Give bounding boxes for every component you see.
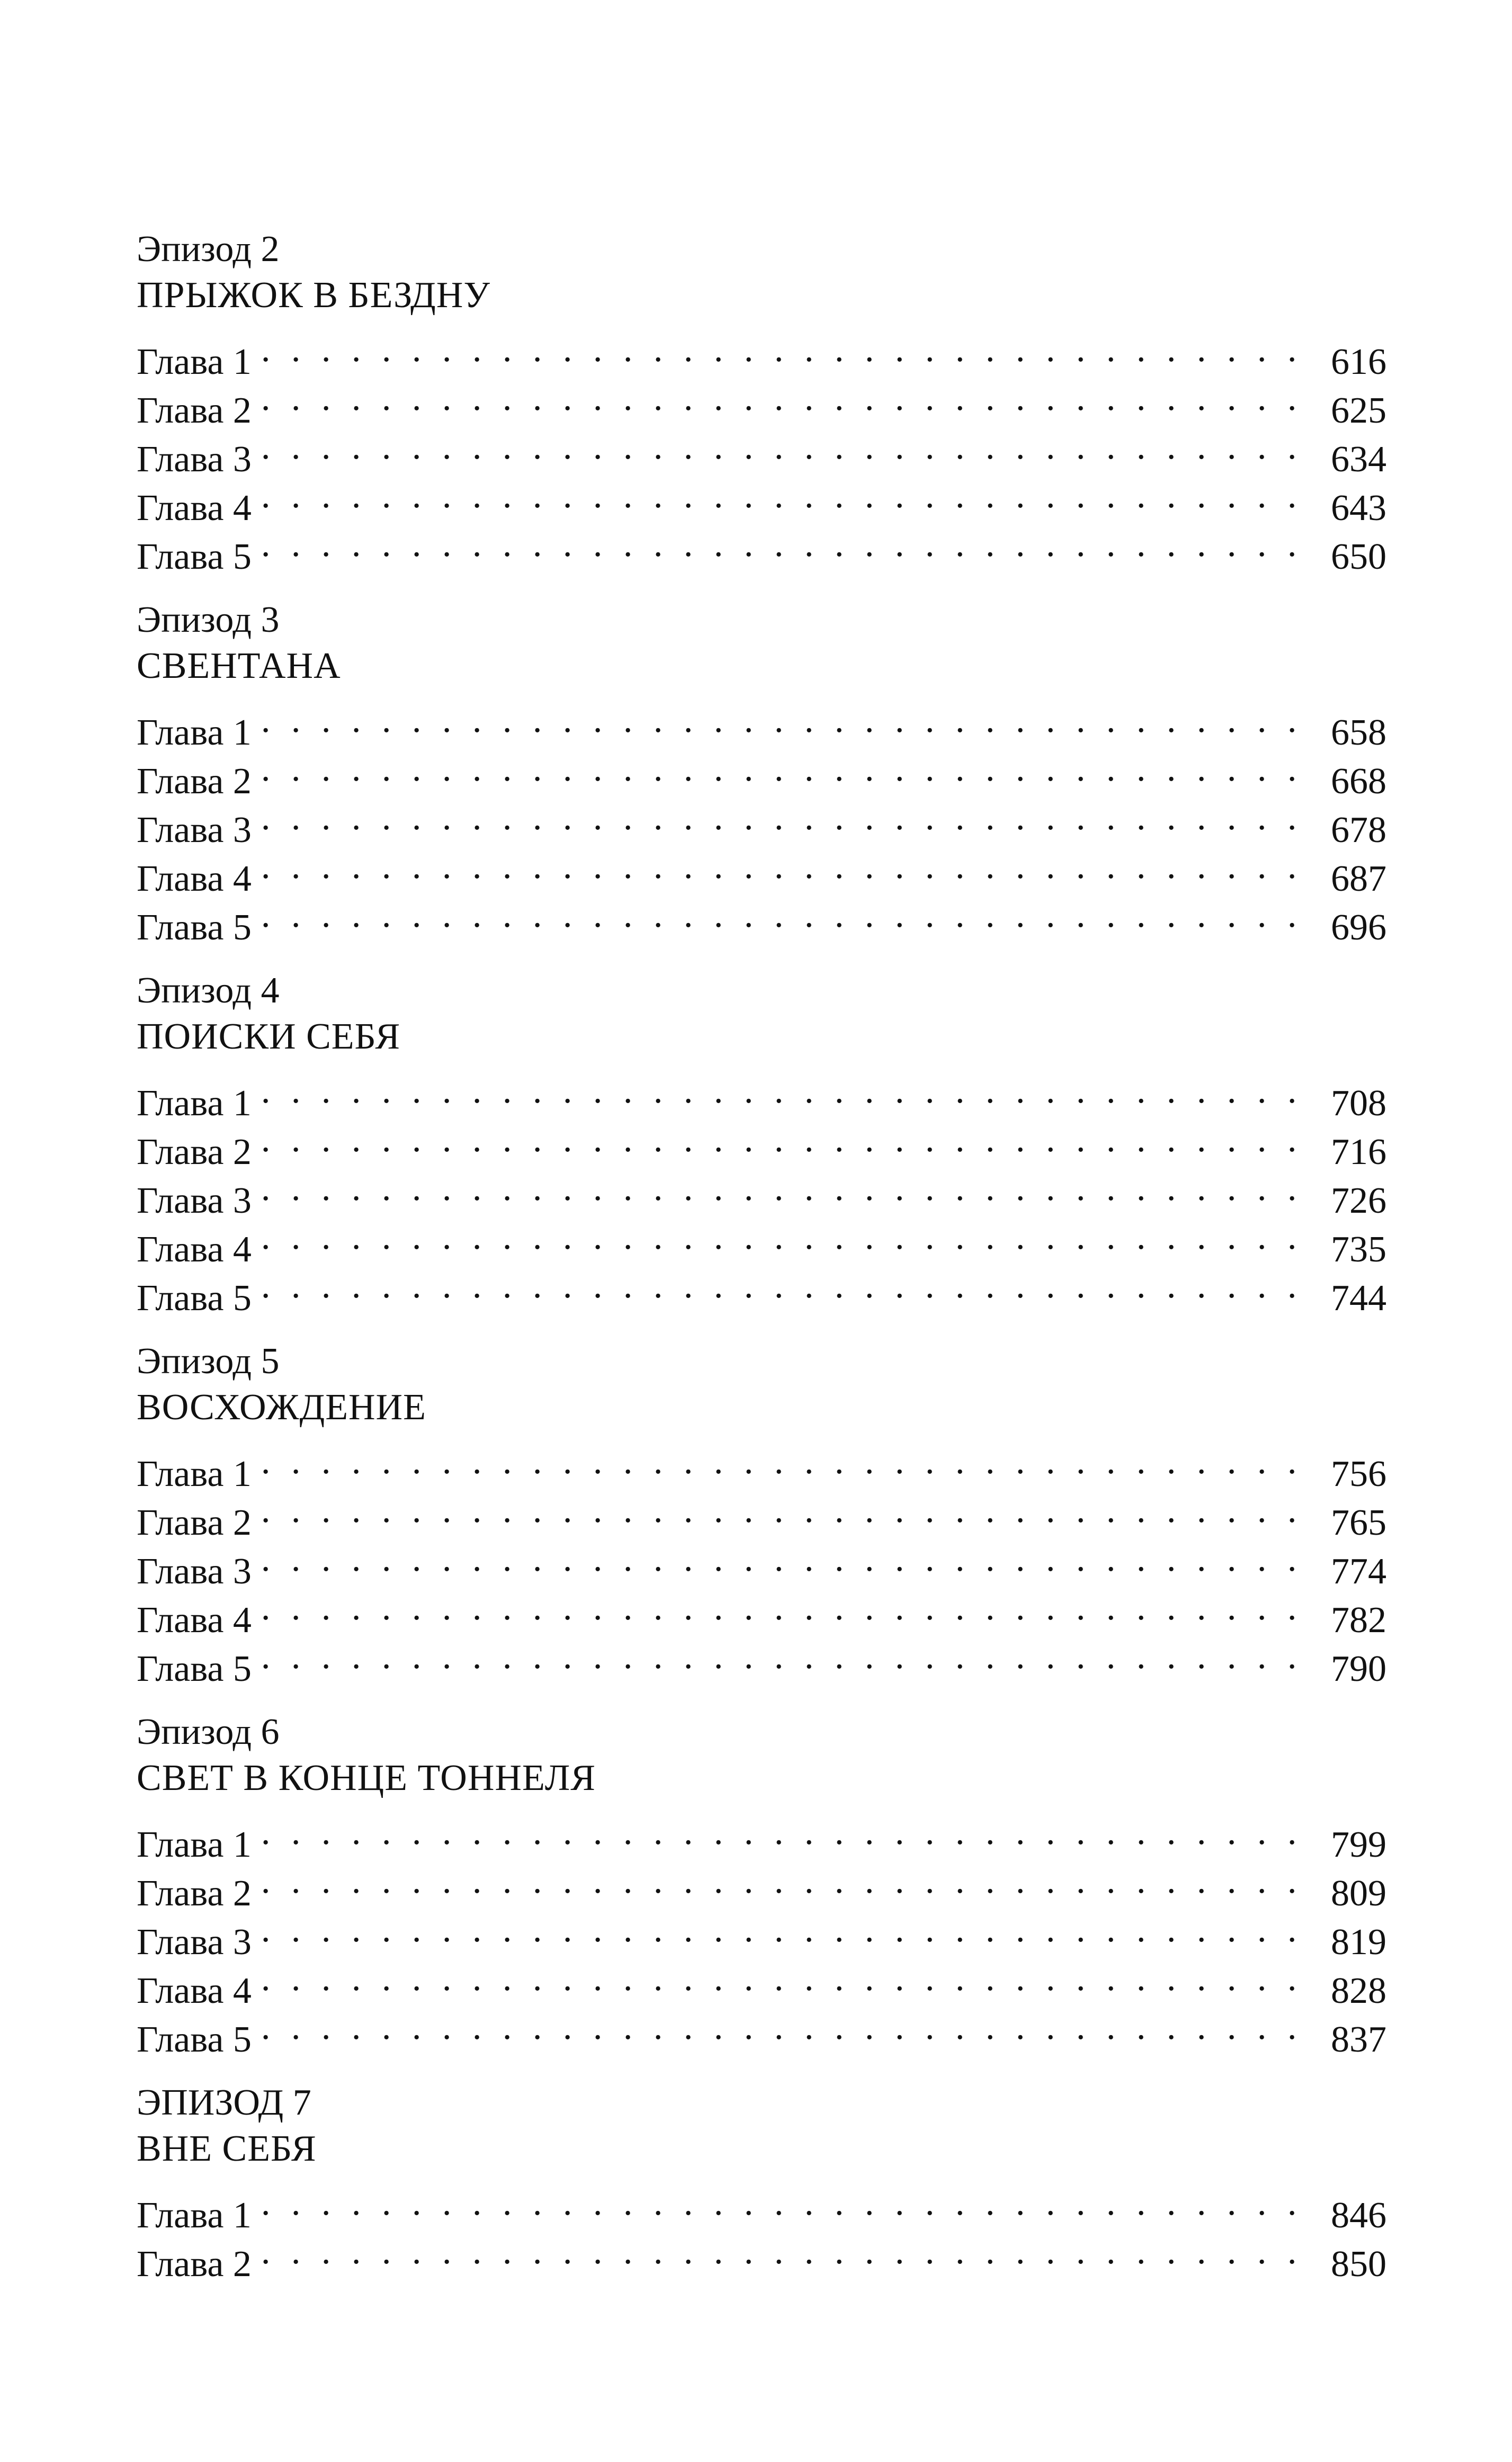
chapter-entry: [137, 325, 1386, 382]
page-number: 668: [1331, 761, 1386, 802]
chapter-entry: [137, 1261, 1386, 1319]
chapter-entry: [137, 471, 1386, 529]
dot-leader: [261, 1115, 1320, 1164]
page-number: 716: [1331, 1132, 1386, 1172]
chapter-entry: [137, 2227, 1386, 2285]
dot-leader: [261, 1632, 1320, 1681]
chapter-label: Глава 1: [137, 1454, 252, 1494]
chapter-entry: [137, 2179, 1386, 2236]
episode-number: Эпизод 2: [137, 229, 280, 270]
chapter-entry: [137, 423, 1386, 480]
chapter-entry: [137, 1535, 1386, 1592]
dot-leader: [261, 1067, 1320, 1115]
chapter-label: Глава 2: [137, 1502, 252, 1543]
episode-section: [137, 598, 1386, 948]
page-number: 625: [1331, 390, 1386, 431]
chapter-label: Глава 4: [137, 1971, 252, 2011]
page-number: 643: [1331, 488, 1386, 529]
dot-leader: [261, 423, 1320, 471]
dot-leader: [261, 1486, 1320, 1535]
chapter-entry: [137, 1115, 1386, 1172]
dot-leader: [261, 1954, 1320, 2003]
page-number: 765: [1331, 1502, 1386, 1543]
dot-leader: [261, 374, 1320, 423]
page-number: 782: [1331, 1600, 1386, 1641]
chapter-entry: [137, 520, 1386, 577]
episode-section: [137, 228, 1386, 577]
chapter-entry: [137, 1808, 1386, 1865]
chapter-entry: [137, 1583, 1386, 1641]
dot-leader: [261, 696, 1320, 745]
chapter-label: Глава 5: [137, 2019, 252, 2060]
page-number: 650: [1331, 536, 1386, 577]
episode-title: ВНЕ СЕБЯ: [137, 2128, 317, 2169]
chapter-entry: [137, 842, 1386, 899]
table-of-contents: [137, 228, 1386, 2306]
page-number: 756: [1331, 1454, 1386, 1494]
page-number: 828: [1331, 1971, 1386, 2011]
chapter-label: Глава 3: [137, 439, 252, 480]
page-number: 616: [1331, 342, 1386, 382]
chapter-entry: [137, 1632, 1386, 1689]
page-number: 819: [1331, 1922, 1386, 1963]
episode-number: Эпизод 5: [137, 1341, 280, 1382]
chapter-label: Глава 1: [137, 1824, 252, 1865]
chapter-entry: [137, 1437, 1386, 1494]
episode-title: ВОСХОЖДЕНИЕ: [137, 1387, 426, 1428]
dot-leader: [261, 1213, 1320, 1261]
page-number: 744: [1331, 1278, 1386, 1319]
page-number: 735: [1331, 1229, 1386, 1270]
chapter-entry: [137, 793, 1386, 850]
chapter-label: Глава 3: [137, 1180, 252, 1221]
page-number: 837: [1331, 2019, 1386, 2060]
chapter-entry: [137, 2003, 1386, 2060]
chapter-label: Глава 2: [137, 1132, 252, 1172]
chapter-label: Глава 2: [137, 2244, 252, 2285]
chapter-label: Глава 1: [137, 1083, 252, 1124]
page-number: 846: [1331, 2195, 1386, 2236]
episode-section: [137, 969, 1386, 1319]
dot-leader: [261, 325, 1320, 374]
chapter-label: Глава 2: [137, 761, 252, 802]
chapter-label: Глава 3: [137, 1551, 252, 1592]
chapter-label: Глава 1: [137, 712, 252, 753]
episode-title: ПОИСКИ СЕБЯ: [137, 1016, 401, 1057]
chapter-label: Глава 5: [137, 907, 252, 948]
page-number: 658: [1331, 712, 1386, 753]
episode-section: [137, 1340, 1386, 1689]
dot-leader: [261, 842, 1320, 891]
chapter-label: Глава 1: [137, 342, 252, 382]
chapter-label: Глава 5: [137, 536, 252, 577]
dot-leader: [261, 1437, 1320, 1486]
chapter-label: Глава 2: [137, 1873, 252, 1914]
dot-leader: [261, 2227, 1320, 2276]
chapter-entry: [137, 1954, 1386, 2011]
chapter-entry: [137, 374, 1386, 431]
chapter-label: Глава 4: [137, 1600, 252, 1641]
dot-leader: [261, 1535, 1320, 1583]
chapter-entry: [137, 1067, 1386, 1124]
chapter-label: Глава 1: [137, 2195, 252, 2236]
episode-title: СВЕНТАНА: [137, 646, 341, 686]
dot-leader: [261, 793, 1320, 842]
dot-leader: [261, 1905, 1320, 1954]
dot-leader: [261, 1583, 1320, 1632]
dot-leader: [261, 745, 1320, 793]
dot-leader: [261, 2179, 1320, 2227]
chapter-label: Глава 3: [137, 1922, 252, 1963]
page-number: 790: [1331, 1649, 1386, 1689]
page-number: 708: [1331, 1083, 1386, 1124]
chapter-entry: [137, 1905, 1386, 1963]
chapter-label: Глава 5: [137, 1649, 252, 1689]
dot-leader: [261, 1164, 1320, 1213]
page-number: 696: [1331, 907, 1386, 948]
dot-leader: [261, 1261, 1320, 1310]
page-number: 634: [1331, 439, 1386, 480]
page-number: 850: [1331, 2244, 1386, 2285]
dot-leader: [261, 1808, 1320, 1857]
dot-leader: [261, 2003, 1320, 2052]
episode-number: Эпизод 6: [137, 1712, 280, 1752]
chapter-label: Глава 3: [137, 810, 252, 850]
page-number: 678: [1331, 810, 1386, 850]
episode-number: Эпизод 4: [137, 970, 280, 1011]
chapter-entry: [137, 696, 1386, 753]
page-number: 809: [1331, 1873, 1386, 1914]
episode-section: [137, 1711, 1386, 2060]
page-number: 774: [1331, 1551, 1386, 1592]
chapter-entry: [137, 745, 1386, 802]
chapter-entry: [137, 1213, 1386, 1270]
episode-section: [137, 2081, 1386, 2285]
page-number: 799: [1331, 1824, 1386, 1865]
dot-leader: [261, 471, 1320, 520]
chapter-entry: [137, 891, 1386, 948]
dot-leader: [261, 520, 1320, 569]
dot-leader: [261, 1857, 1320, 1905]
episode-number: Эпизод 3: [137, 599, 280, 640]
chapter-label: Глава 4: [137, 488, 252, 529]
page-number: 687: [1331, 858, 1386, 899]
chapter-entry: [137, 1857, 1386, 1914]
chapter-entry: [137, 1486, 1386, 1543]
chapter-label: Глава 4: [137, 858, 252, 899]
episode-number: ЭПИЗОД 7: [137, 2082, 311, 2123]
dot-leader: [261, 891, 1320, 939]
chapter-label: Глава 2: [137, 390, 252, 431]
episode-title: СВЕТ В КОНЦЕ ТОННЕЛЯ: [137, 1758, 596, 1798]
episode-title: ПРЫЖОК В БЕЗДНУ: [137, 275, 490, 316]
chapter-entry: [137, 1164, 1386, 1221]
chapter-label: Глава 5: [137, 1278, 252, 1319]
page-number: 726: [1331, 1180, 1386, 1221]
chapter-label: Глава 4: [137, 1229, 252, 1270]
